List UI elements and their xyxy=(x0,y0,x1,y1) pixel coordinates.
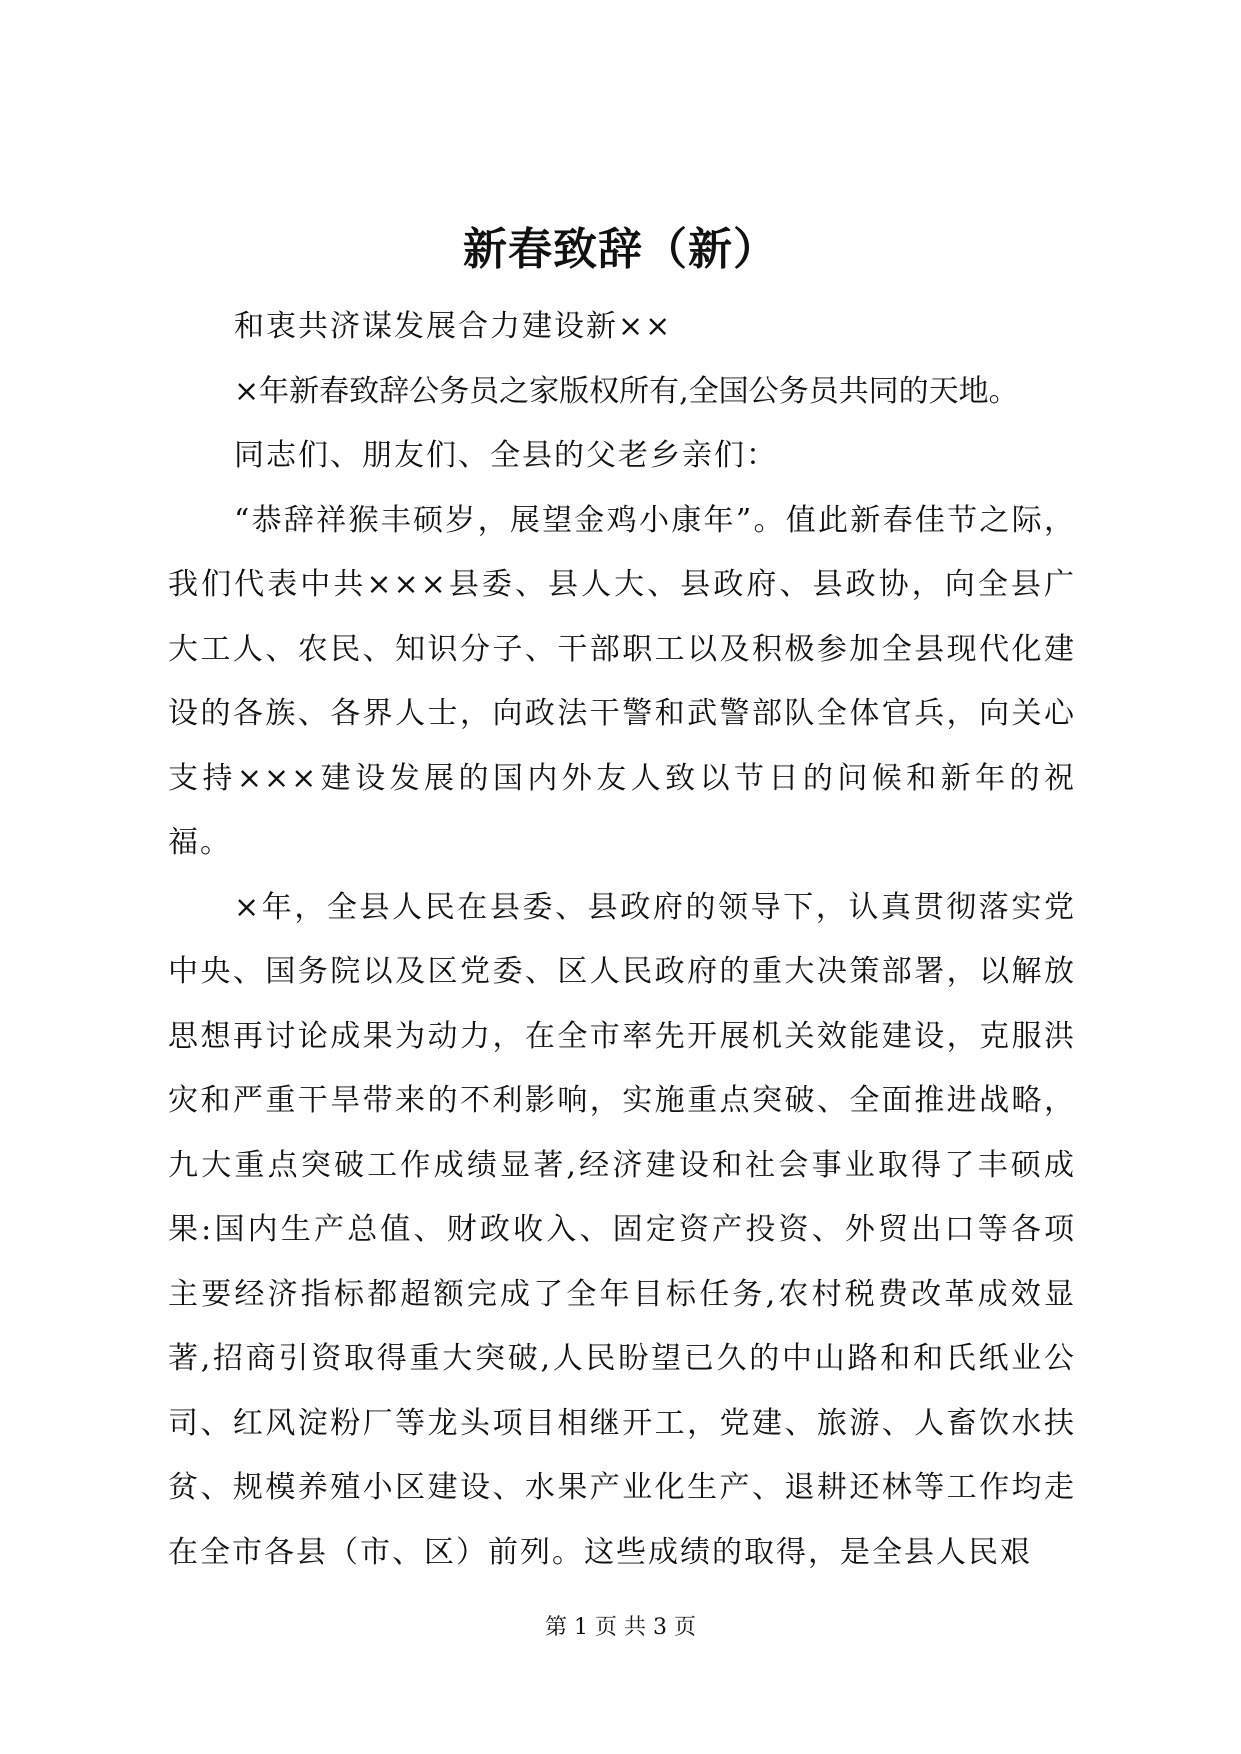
paragraph-review: ×年，全县人民在县委、县政府的领导下，认真贯彻落实党中央、国务院以及区党委、区人民政府的重大决策部署，以解放思想再讨论成果为动力，在全市率先开展机关效能建设，克服洪灾和严重干旱带来的不利影响，实施重点突破、全面推进战略，九大重点突破工作成绩显著,经济建设和社会事业取得了丰硕成果:国内生产总值、财政收入、固定资产投资、外贸出口等各项主要经济指标都超额完成了全年目标任务,农村税费改革成效显著,招商引资取得重大突破,人民盼望已久的中山路和和氏纸业公司、红风淀粉厂等龙头项目相继开工，党建、旅游、人畜饮水扶贫、规模养殖小区建设、水果产业化生产、退耕还林等工作均走在全市各县（市、区）前列。这些成绩的取得，是全县人民艰 xyxy=(168,889,1076,1570)
document-title: 新春致辞（新） xyxy=(463,224,778,275)
paragraph-salutation: 同志们、朋友们、全县的父老乡亲们： xyxy=(234,438,778,473)
document-body xyxy=(168,295,1076,1585)
paragraph-copyright: ×年新春致辞公务员之家版权所有,全国公务员共同的天地。 xyxy=(234,373,1019,409)
paragraph-greeting: “恭辞祥猴丰硕岁，展望金鸡小康年”。值此新春佳节之际，我们代表中共×××县委、县人大、县政府、县政协，向全县广大工人、农民、知识分子、干部职工以及积极参加全县现代化建设的各族、各界人士，向政法干警和武警部队全体官兵，向关心支持×××建设发展的国内外友人致以节日的问候和新年的祝福。 xyxy=(168,502,1076,860)
page-number-footer: 第 1 页 共 3 页 xyxy=(545,1615,696,1640)
paragraph-subtitle: 和衷共济谋发展合力建设新×× xyxy=(234,309,673,344)
